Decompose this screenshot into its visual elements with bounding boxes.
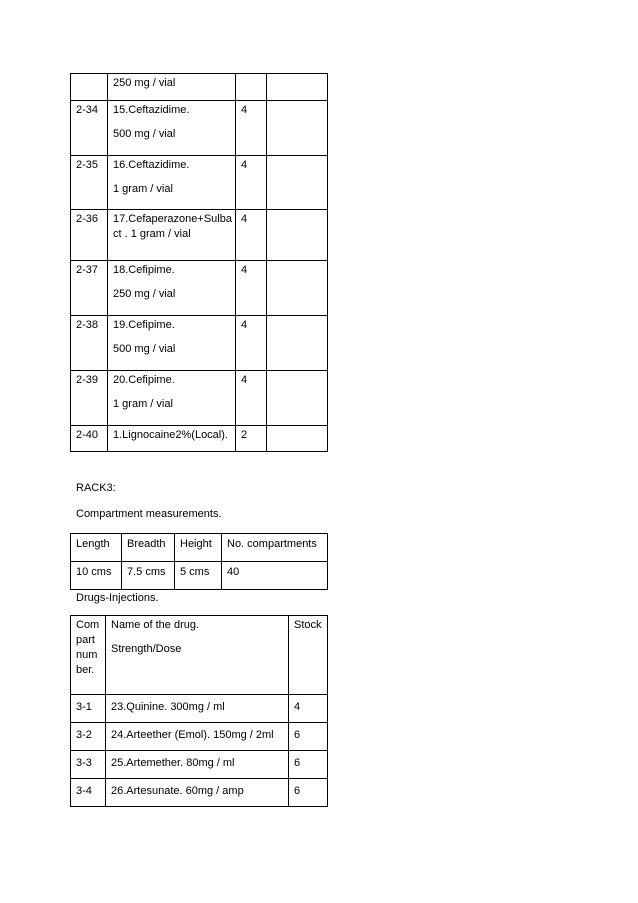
compartment-code: 2-38: [71, 316, 108, 371]
drug-strength: 250 mg / vial: [113, 288, 176, 300]
extra-cell: [267, 371, 328, 426]
value-length: 10 cms: [71, 562, 122, 590]
table-row: [71, 371, 328, 426]
rack3-drug-table: [70, 615, 328, 807]
table-row: [71, 74, 328, 101]
table-row: [71, 101, 328, 156]
table-row: [71, 723, 328, 751]
compartment-code: 2-36: [71, 210, 108, 261]
drug-name: 24.Arteether (Emol). 150mg / 2ml: [106, 723, 289, 751]
header-compartments: No. compartments: [222, 534, 328, 562]
extra-cell: [267, 261, 328, 316]
stock-cell: 4: [289, 695, 328, 723]
drug-name: 25.Artemether. 80mg / ml: [106, 751, 289, 779]
compartment-code: 3-4: [71, 779, 106, 807]
extra-cell: [267, 101, 328, 156]
table-row: [71, 316, 328, 371]
stock-cell: 4: [236, 156, 267, 210]
drug-cell: [108, 426, 236, 452]
drug-name: 16.Ceftazidime.: [113, 159, 190, 171]
rack2-drug-table: [70, 73, 328, 452]
compartment-code: 2-39: [71, 371, 108, 426]
table-header-row: [71, 534, 328, 562]
drug-cell: [108, 316, 236, 371]
drug-name: 19.Cefipime.: [113, 319, 175, 331]
value-compartments: 40: [222, 562, 328, 590]
compartment-code: 3-1: [71, 695, 106, 723]
drug-name: 26.Artesunate. 60mg / amp: [106, 779, 289, 807]
header-height: Height: [175, 534, 222, 562]
drugs-heading: Drugs-Injections.: [76, 592, 159, 604]
drug-cell: [108, 74, 236, 101]
stock-cell: 2: [236, 426, 267, 452]
table-row: [71, 751, 328, 779]
extra-cell: [267, 316, 328, 371]
value-height: 5 cms: [175, 562, 222, 590]
drug-name: 23.Quinine. 300mg / ml: [106, 695, 289, 723]
drug-cell: [108, 156, 236, 210]
drug-strength: 500 mg / vial: [113, 128, 176, 140]
extra-cell: [267, 74, 328, 101]
drug-strength: 1 gram / vial: [113, 183, 173, 195]
header-compartment-number: Com part num ber.: [71, 616, 106, 695]
table-row: [71, 210, 328, 261]
header-breadth: Breadth: [122, 534, 175, 562]
header-drug-name: Name of the drug. Strength/Dose: [106, 616, 289, 695]
drug-name: 15.Ceftazidime.: [113, 104, 190, 116]
compartment-code: [71, 74, 108, 101]
stock-cell: 4: [236, 261, 267, 316]
stock-cell: 4: [236, 101, 267, 156]
compartment-code: 2-35: [71, 156, 108, 210]
compartment-code: 3-3: [71, 751, 106, 779]
extra-cell: [267, 156, 328, 210]
rack-heading: RACK3:: [76, 482, 116, 494]
compartment-code: 2-40: [71, 426, 108, 452]
stock-cell: 6: [289, 779, 328, 807]
table-header-row: [71, 616, 328, 695]
table-row: [71, 779, 328, 807]
stock-cell: 4: [236, 316, 267, 371]
stock-cell: 4: [236, 210, 267, 261]
drug-name: 1.Lignocaine2%(Local).: [113, 429, 228, 441]
header-length: Length: [71, 534, 122, 562]
stock-cell: 6: [289, 751, 328, 779]
compartment-code: 3-2: [71, 723, 106, 751]
drug-cell: [108, 371, 236, 426]
stock-cell: 4: [236, 371, 267, 426]
table-row: [71, 695, 328, 723]
drug-name: 20.Cefipime.: [113, 374, 175, 386]
compartment-code: 2-34: [71, 101, 108, 156]
stock-cell: [236, 74, 267, 101]
drug-strength: 1 gram / vial: [113, 398, 173, 410]
drug-cell: [108, 101, 236, 156]
measurements-table: [70, 533, 328, 590]
table-row: [71, 156, 328, 210]
value-breadth: 7.5 cms: [122, 562, 175, 590]
table-row: [71, 426, 328, 452]
table-row: [71, 562, 328, 590]
compartment-heading: Compartment measurements.: [76, 508, 222, 520]
compartment-code: 2-37: [71, 261, 108, 316]
drug-cell: [108, 210, 236, 261]
drug-name: 250 mg / vial: [113, 77, 176, 89]
extra-cell: [267, 426, 328, 452]
header-stock: Stock: [289, 616, 328, 695]
drug-name: 17.Cefaperazone+Sulba: [113, 213, 232, 225]
drug-name: 18.Cefipime.: [113, 264, 175, 276]
drug-strength: 500 mg / vial: [113, 343, 176, 355]
drug-cell: [108, 261, 236, 316]
extra-cell: [267, 210, 328, 261]
drug-strength: ct . 1 gram / vial: [113, 228, 191, 240]
stock-cell: 6: [289, 723, 328, 751]
table-row: [71, 261, 328, 316]
